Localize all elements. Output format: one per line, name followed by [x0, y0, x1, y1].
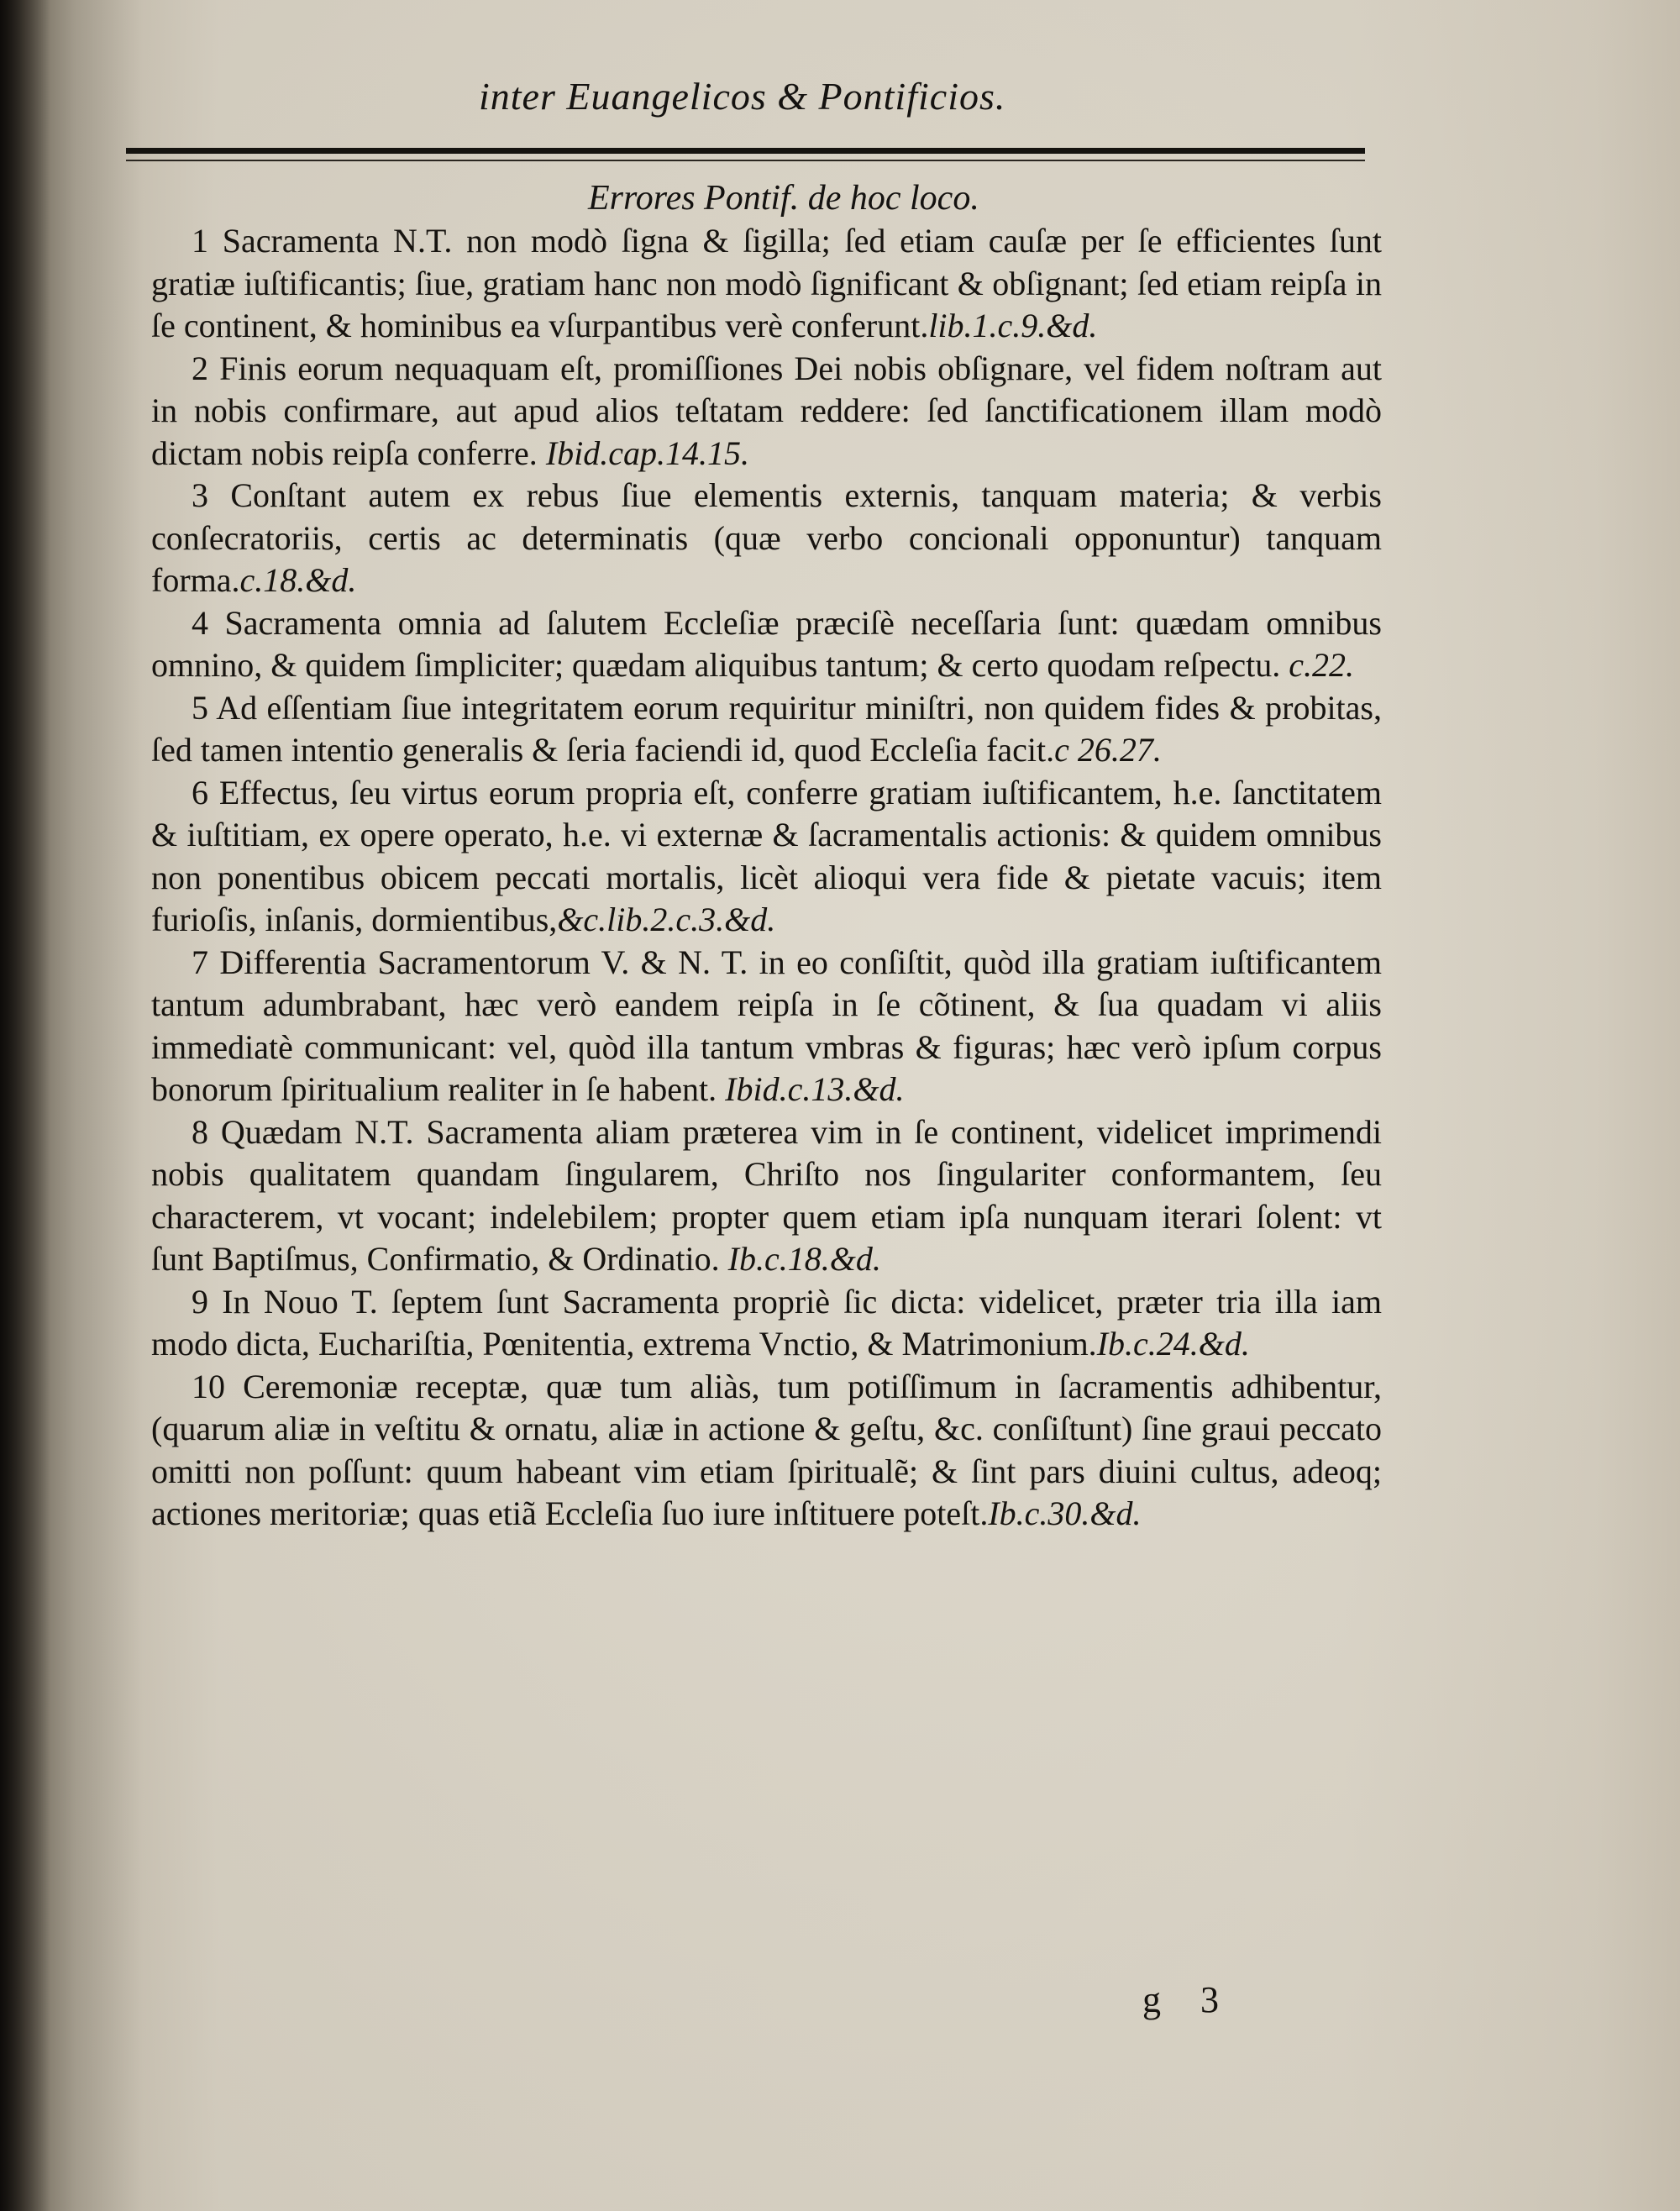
paragraph-1 — [151, 220, 1382, 348]
paragraph-text: Sacramenta omnia ad ſalutem Eccleſiæ præciſè neceſſaria ſunt: quædam omnibus omnino, & quidem ſimpliciter; quædam aliquibus tantum; & certo quodam reſpectu. — [151, 603, 1383, 684]
paragraph-citation: Ibid.cap.14.15. — [545, 433, 749, 472]
paragraph-number: 8 — [192, 1112, 208, 1151]
paragraph-citation: lib.1.c.9.&d. — [928, 307, 1098, 344]
paragraph-text: Effectus, ſeu virtus eorum propria eſt, conferre gratiam iuſtificantem, h.e. ſanctitatem & iuſtitiam, ex opere operato, h.e. vi externæ & ſacramentalis actionis: & quidem omnibus non ponentibus obicem peccati mortalis, licèt alioqui vera fide & pietate vacuis; item furioſis, inſanis, dormientibus, — [151, 773, 1382, 938]
paragraph-text: In Nouo T. ſeptem ſunt Sacramenta propriè ſic dicta: videlicet, præter tria illa iam modo dicta, Euchariſtia, Pœnitentia, extrema Vnctio, & Matrimonium. — [151, 1282, 1383, 1363]
paragraph-citation: &c.lib.2.c.3.&d. — [557, 901, 776, 938]
paragraph-citation: c.22. — [1289, 646, 1354, 684]
paragraph-text: Conſtant autem ex rebus ſiue elementis externis, tanquam materia; & verbis conſecratoriis, certis ac determinatis (quæ verbo concionali opponuntur) tanquam forma. — [151, 476, 1383, 599]
paragraph-number: 2 — [192, 349, 208, 387]
paragraph-5 — [151, 687, 1382, 772]
paragraph-citation: c.18.&d. — [239, 561, 357, 599]
paragraph-10 — [151, 1366, 1382, 1536]
header-rule-thick — [126, 148, 1365, 154]
paragraph-number: 4 — [192, 603, 208, 642]
paragraph-number: 6 — [192, 773, 208, 811]
paragraph-number: 10 — [192, 1367, 225, 1405]
paragraph-3 — [151, 475, 1382, 602]
paragraph-text: Ad eſſentiam ſiue integritatem eorum requiritur miniſtri, non quidem fides & probitas, ſed tamen intentio generalis & ſeria faciendi id, quod Eccleſia facit. — [151, 688, 1382, 769]
paragraph-number: 5 — [192, 688, 208, 727]
paragraph-citation: Ib.c.24.&d. — [1096, 1325, 1250, 1363]
paragraph-citation: Ibid.c.13.&d. — [725, 1070, 905, 1108]
paragraph-number: 1 — [192, 222, 208, 260]
paragraph-number: 3 — [192, 476, 208, 514]
paragraph-text: Ceremoniæ receptæ, quæ tum aliàs, tum potiſſimum in ſacramentis adhibentur, (quarum aliæ in veſtitu & ornatu, aliæ in actione & geſtu, &c. conſiſtunt) ſine graui peccato omitti non poſſunt: quum habeant vim etiam ſpiritualẽ; & ſint pars diuini cultus, adeoq; actiones meritoriæ; quas etiã Eccleſia ſuo iure inſtituere poteſt. — [151, 1367, 1383, 1532]
section-subheading: Errores Pontif. de hoc loco. — [588, 179, 979, 218]
paragraph-citation: Ib.c.30.&d. — [988, 1494, 1142, 1532]
paragraph-6 — [151, 772, 1382, 942]
paragraph-text: Differentia Sacramentorum V. & N. T. in eo conſiſtit, quòd illa gratiam iuſtificantem tantum adumbrabant, hæc verò eandem reipſa in ſe cõtinent, & ſua quadam vi aliis immediatè communicant: vel, quòd illa tantum vmbras & figuras; hæc verò ipſum corpus bonorum ſpiritualium realiter in ſe habent. — [151, 943, 1383, 1108]
header-rule-thin — [126, 160, 1365, 161]
paragraph-text: Quædam N.T. Sacramenta aliam præterea vim in ſe continent, videlicet imprimendi nobis qualitatem quandam ſingularem, Chriſto nos ſingulariter conformantem, ſeu characterem, vt vocant; indelebilem; propter quem etiam ipſa nunquam iterari ſolent: vt ſunt Baptiſmus, Confirmatio, & Ordinatio. — [151, 1112, 1382, 1278]
paragraph-citation: c 26.27. — [1054, 731, 1162, 769]
paragraph-8 — [151, 1111, 1382, 1281]
signature-mark: g 3 — [1142, 1979, 1234, 2020]
body-text — [151, 220, 1382, 1536]
paragraph-text: Finis eorum nequaquam eſt, promiſſiones Dei nobis obſignare, vel fidem noſtram aut in nobis confirmare, aut apud alios teſtatam reddere: ſed ſanctificationem illam modò dictam nobis reipſa conferre. — [151, 349, 1382, 472]
paragraph-9 — [151, 1281, 1382, 1366]
paragraph-citation: Ib.c.18.&d. — [727, 1240, 881, 1278]
gutter-shadow — [0, 0, 50, 2211]
paragraph-text: Sacramenta N.T. non modò ſigna & ſigilla; ſed etiam cauſæ per ſe efficientes ſunt gratiæ iuſtificantis; ſiue, gratiam hanc non modò ſignificant & obſignant; ſed etiam reipſa in ſe continent, & hominibus ea vſurpantibus verè conferunt. — [151, 222, 1383, 344]
paragraph-4 — [151, 602, 1382, 687]
paragraph-2 — [151, 348, 1382, 475]
running-head: inter Euangelicos & Pontificios. — [479, 75, 1006, 118]
paragraph-7 — [151, 942, 1382, 1111]
paragraph-number: 7 — [192, 943, 208, 981]
paragraph-number: 9 — [192, 1282, 208, 1321]
